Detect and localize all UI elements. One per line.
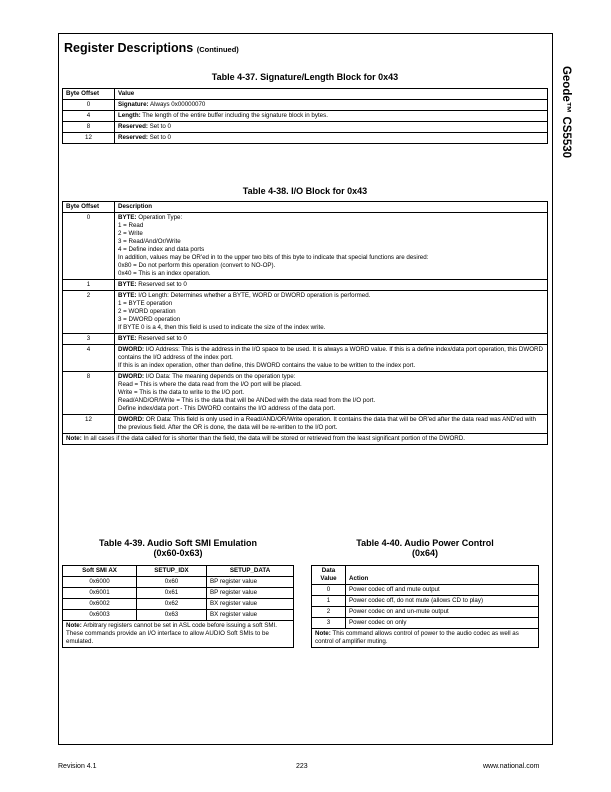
table40-cell: 3 [312, 618, 346, 629]
note-label: Note: [66, 435, 82, 442]
table37-value [115, 133, 548, 144]
table37-row [63, 111, 548, 122]
table37-value [115, 111, 548, 122]
table39 [62, 565, 294, 648]
table37-caption: Table 4-37. Signature/Length Block for 0x43 [211, 72, 399, 82]
description-line: Read/AND/OR/Write = This is the data that will be ANDed with the data read from the I/O port. [118, 397, 376, 404]
description-line: 1 = Read [118, 222, 144, 229]
table38-description [115, 213, 548, 280]
table37 [62, 88, 548, 144]
note-label: Note: [66, 622, 82, 629]
table38-row [63, 213, 548, 280]
description-line: 0x80 = Do not perform this operation (convert to NO-OP). [118, 262, 276, 269]
table39-row [63, 599, 294, 610]
table38-description [115, 345, 548, 372]
section-title-text: Register Descriptions [64, 41, 194, 55]
table39-cell: 0x62 [137, 599, 207, 610]
table40-row [312, 596, 539, 607]
table38-header-description: Description [115, 202, 548, 213]
field-text: Operation Type: [136, 214, 183, 221]
table38-description [115, 280, 548, 291]
sidebar-title [556, 36, 572, 196]
table39-cell: 0x60 [137, 577, 207, 588]
section-title [64, 41, 239, 55]
description-line: In addition, values may be OR'ed in to the upper two bits of this byte to indicate that special functions are desired: [118, 254, 429, 261]
table38-offset: 1 [63, 280, 115, 291]
table38-description [115, 372, 548, 415]
table39-header-row [63, 566, 294, 577]
table38-offset: 8 [63, 372, 115, 415]
table39-caption [62, 538, 294, 558]
table37-offset: 0 [63, 100, 115, 111]
table40-cell: 2 [312, 607, 346, 618]
table37-value [115, 122, 548, 133]
field-text: OR Data: This field is only used in a Read/AND/OR/Write operation. It contains the data that will be OR'ed after the data read was AND'ed with the previous field. After the OR is done, the data will be re-written to the I/O port. [118, 416, 536, 431]
description-line: 4 = Define index and data ports [118, 246, 205, 253]
description-line: 1 = BYTE operation [118, 300, 173, 307]
table40 [311, 565, 539, 648]
table40-note-row [312, 629, 539, 648]
table38-offset: 0 [63, 213, 115, 280]
field-label: Reserved: [118, 123, 148, 130]
description-line: Write = This is the data to write to the I/O port. [118, 389, 245, 396]
table37-row [63, 100, 548, 111]
table37-value [115, 100, 548, 111]
table40-cell: Power codec off, do not mute (allows CD to play) [346, 596, 539, 607]
table40-header-action: Action [346, 566, 539, 585]
table39-note [63, 621, 294, 648]
footer-revision: Revision 4.1 [58, 763, 97, 770]
table39-header: SETUP_IDX [137, 566, 207, 577]
table38-row [63, 415, 548, 434]
field-text: Always 0x00000070 [148, 101, 206, 108]
section-title-suffix: (Continued) [196, 45, 239, 54]
description-line: Define index/data port - This DWORD contains the I/O address of the data port. [118, 405, 336, 412]
description-line: If this is an index operation, other than define, this DWORD contains the value to be written to the index port. [118, 362, 416, 369]
field-text: Set to 0 [147, 123, 171, 130]
table38-header-offset: Byte Offset [63, 202, 115, 213]
table39-header: SETUP_DATA [207, 566, 294, 577]
table38-offset: 2 [63, 291, 115, 334]
table39-cell: BP register value [207, 577, 294, 588]
field-label: Length: [118, 112, 141, 119]
table40-cell: Power codec on and un-mute output [346, 607, 539, 618]
table39-cell: 0x63 [137, 610, 207, 621]
table38-caption: Table 4-38. I/O Block for 0x43 [242, 186, 368, 196]
field-label: BYTE: [118, 335, 137, 342]
table38-offset: 4 [63, 345, 115, 372]
table38-row [63, 372, 548, 415]
field-text: I/O Address: This is the address in the I/O space to be used. It is always a WORD value. If this is a define index/data port operation, this DWORD contains the I/O address of the index port. [118, 346, 543, 361]
table40-header-data-value: Data Value [312, 566, 346, 585]
table39-cell: BX register value [207, 599, 294, 610]
table38 [62, 201, 548, 445]
table37-offset: 12 [63, 133, 115, 144]
table40-caption [311, 538, 539, 558]
table40-note [312, 629, 539, 648]
table40-cell: 1 [312, 596, 346, 607]
field-label: DWORD: [118, 373, 145, 380]
description-line: 3 = DWORD operation [118, 316, 181, 323]
table38-header-row [63, 202, 548, 213]
table37-header-offset: Byte Offset [63, 89, 115, 100]
table40-row [312, 585, 539, 596]
table38-row [63, 280, 548, 291]
description-line: If BYTE 0 is a 4, then this field is used to indicate the size of the index write. [118, 324, 326, 331]
table40-header-row [312, 566, 539, 585]
table39-cell: 0x6000 [63, 577, 137, 588]
table38-note [63, 434, 548, 445]
description-line: 2 = Write [118, 230, 143, 237]
footer-page-number: 223 [296, 763, 308, 770]
table39-caption-line1: Table 4-39. Audio Soft SMI Emulation [98, 538, 257, 548]
table40-cell: Power codec off and mute output [346, 585, 539, 596]
table37-row [63, 122, 548, 133]
description-line: 2 = WORD operation [118, 308, 176, 315]
table39-row [63, 610, 294, 621]
table38-row [63, 334, 548, 345]
table38-description [115, 291, 548, 334]
table39-cell: BX register value [207, 610, 294, 621]
field-label: BYTE: [118, 281, 137, 288]
field-text: Set to 0 [147, 134, 171, 141]
table37-row [63, 133, 548, 144]
description-line: 0x40 = This is an index operation. [118, 270, 211, 277]
table38-description [115, 334, 548, 345]
table37-header-row [63, 89, 548, 100]
table39-header: Soft SMI AX [63, 566, 137, 577]
table38-offset: 3 [63, 334, 115, 345]
table37-offset: 4 [63, 111, 115, 122]
field-label: DWORD: [118, 416, 145, 423]
field-text: I/O Data: The meaning depends on the operation type: [144, 373, 296, 380]
table39-cell: 0x6002 [63, 599, 137, 610]
table39-cell: 0x6001 [63, 588, 137, 599]
table39-cell: BP register value [207, 588, 294, 599]
table39-caption-line2: (0x60-0x63) [153, 548, 203, 558]
sidebar-title-text: Geode™ CS5530 [560, 65, 572, 159]
note-text: Arbitrary registers cannot be set in ASL code before issuing a soft SMI. These commands provide an I/O interface to allow AUDIO Soft SMIs to be emulated. [66, 622, 277, 645]
field-label: Signature: [118, 101, 149, 108]
table39-row [63, 588, 294, 599]
table39-cell: 0x61 [137, 588, 207, 599]
table37-header-value: Value [115, 89, 548, 100]
table40-caption-line2: (0x64) [411, 548, 438, 558]
table40-cell: Power codec on only [346, 618, 539, 629]
field-label: DWORD: [118, 346, 145, 353]
field-text: Reserved set to 0 [136, 281, 187, 288]
table37-offset: 8 [63, 122, 115, 133]
table38-description [115, 415, 548, 434]
table39-note-row [63, 621, 294, 648]
table40-cell: 0 [312, 585, 346, 596]
field-label: Reserved: [118, 134, 148, 141]
field-label: BYTE: [118, 292, 137, 299]
note-label: Note: [315, 630, 331, 637]
field-text: Reserved set to 0 [136, 335, 187, 342]
table40-row [312, 607, 539, 618]
table39-cell: 0x6003 [63, 610, 137, 621]
table39-row [63, 577, 294, 588]
table38-row [63, 291, 548, 334]
table38-note-row [63, 434, 548, 445]
table38-offset: 12 [63, 415, 115, 434]
description-line: 3 = Read/And/Or/Write [118, 238, 181, 245]
field-text: The length of the entire buffer including the signature block in bytes. [140, 112, 328, 119]
table40-caption-line1: Table 4-40. Audio Power Control [356, 538, 494, 548]
note-text: In all cases if the data called for is shorter than the field, the data will be stored or retrieved from the least significant portion of the DWORD. [83, 435, 465, 442]
table40-row [312, 618, 539, 629]
note-text: This command allows control of power to the audio codec as well as control of amplifier muting. [315, 630, 519, 645]
field-label: BYTE: [118, 214, 137, 221]
footer-website: www.national.com [483, 763, 540, 770]
description-line: Read = This is where the data read from the I/O port will be placed. [118, 381, 302, 388]
field-text: I/O Length: Determines whether a BYTE, WORD or DWORD operation is performed. [136, 292, 371, 299]
table38-row [63, 345, 548, 372]
